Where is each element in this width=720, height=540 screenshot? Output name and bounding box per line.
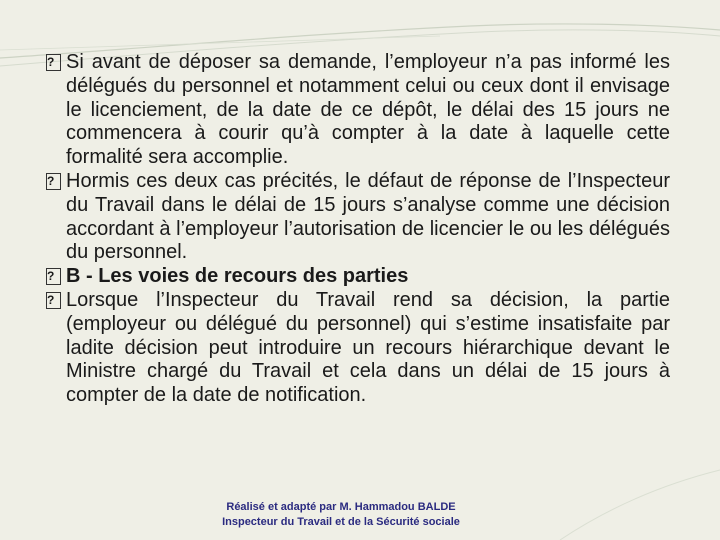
slide-body: [46, 51, 670, 408]
paragraph-1: [46, 51, 670, 170]
footer-line-author: Réalisé et adapté par M. Hammadou BALDE: [226, 501, 456, 513]
paragraph-text: Hormis ces deux cas précités, le défaut de réponse de l’Inspecteur du Travail dans le délai de 15 jours s’analyse comme une décision accordant à l’employeur l’autorisation de licencier le ou les délégués du personnel.: [66, 169, 670, 264]
paragraph-text: Si avant de déposer sa demande, l’employeur n’a pas informé les délégués du personnel et notamment celui ou ceux dont il envisage le licenciement, de la date de ce dépôt, le délai des 15 jours ne commencera à courir qu’à compter à la date à laquelle cette formalité sera accomplie.: [66, 51, 670, 169]
missing-glyph-icon: ?: [46, 268, 61, 285]
author-footer: [200, 500, 482, 530]
missing-glyph-icon: ?: [46, 292, 61, 309]
paragraph-text: Lorsque l’Inspecteur du Travail rend sa décision, la partie (employeur ou délégué du personnel) qui s’estime insatisfaite par ladite décision peut introduire un recours hiérarchique devant le Ministre chargé du Travail et cela dans un délai de 15 jours à compter de la date de notification.: [66, 288, 670, 407]
missing-glyph-icon: ?: [46, 173, 61, 190]
footer-line-title: Inspecteur du Travail et de la Sécurité sociale: [222, 516, 460, 528]
paragraph-2: [46, 170, 670, 265]
section-heading: [46, 265, 670, 289]
missing-glyph-icon: ?: [46, 54, 61, 71]
section-heading-text: B - Les voies de recours des parties: [66, 265, 409, 288]
paragraph-3: [46, 289, 670, 408]
